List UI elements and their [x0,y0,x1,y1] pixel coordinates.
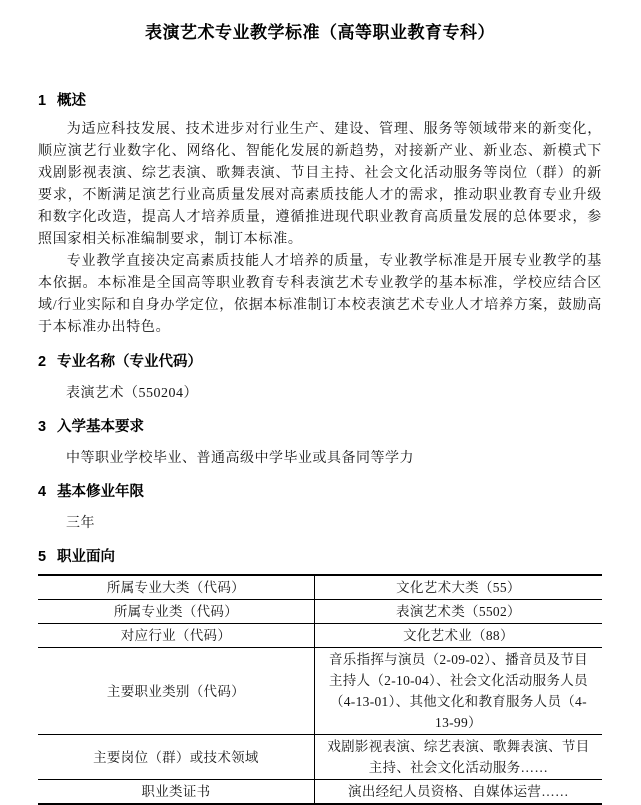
section-2-number: 2 [38,354,47,370]
paragraph: 专业教学直接决定高素质技能人才培养的质量，专业教学标准是开展专业教学的基本依据。本标准是全国高等职业教育专科表演艺术专业教学的基本标准，学校应结合区域/行业实际和自身办学定位，依据本标准制订本校表演艺术专业人才培养方案，鼓励高于本标准办出特色。 [38,254,602,335]
table-row [38,780,602,805]
section-2-content: 表演艺术（550204） [66,386,198,401]
table-row-value: 表演艺术类（5502） [314,600,602,624]
table-row-label: 所属专业类（代码） [38,600,314,624]
section-4-heading [38,483,602,501]
section-3-content: 中等职业学校毕业、普通高级中学毕业或具备同等学力 [66,451,414,466]
table-row-label: 对应行业（代码） [38,624,314,648]
table-row-value: 戏剧影视表演、综艺表演、歌舞表演、节目主持、社会文化活动服务…… [314,735,602,780]
table-row [38,624,602,648]
paragraph: 为适应科技发展、技术进步对行业生产、建设、管理、服务等领域带来的新变化，顺应演艺行业数字化、网络化、智能化发展的新趋势，对接新产业、新业态、新模式下戏剧影视表演、综艺表演、歌舞表演、节目主持、社会文化活动服务等岗位（群）的新要求，不断满足演艺行业高质量发展对高素质技能人才的需求，推动职业教育专业升级和数字化改造，提高人才培养质量，遵循推进现代职业教育高质量发展的总体要求，参照国家相关标准编制要求，制订本标准。 [38,122,602,247]
section-2-title: 专业名称（专业代码） [57,354,202,370]
section-1-number: 1 [38,93,47,109]
table-row-label: 主要职业类别（代码） [38,648,314,735]
section-4-title: 基本修业年限 [57,484,144,500]
section-4-content: 三年 [66,516,95,531]
table-row [38,648,602,735]
section-2-heading [38,353,602,371]
table-row-value: 文化艺术业（88） [314,624,602,648]
table-row-value: 演出经纪人员资格、自媒体运营…… [314,780,602,805]
table-row-label: 主要岗位（群）或技术领域 [38,735,314,780]
table-row-label: 所属专业大类（代码） [38,575,314,600]
section-3-heading [38,418,602,436]
table-row-label: 职业类证书 [38,780,314,805]
section-1-body [38,119,602,339]
section-5-number: 5 [38,549,47,565]
section-5-title: 职业面向 [57,549,115,565]
section-1-heading [38,92,602,110]
section-3-number: 3 [38,419,47,435]
career-orientation-table [38,574,602,805]
table-row-value: 文化艺术大类（55） [396,580,521,595]
table-row [38,735,602,780]
document-title: 表演艺术专业教学标准（高等职业教育专科） [145,23,495,42]
section-1-title: 概述 [57,93,86,109]
table-row [38,575,602,600]
section-5-heading [38,548,602,566]
table-row-value: 音乐指挥与演员（2-09-02）、播音员及节目主持人（2-10-04）、社会文化活动服务人员（4-13-01）、其他文化和教育服务人员（4-13-99） [314,648,602,735]
section-4-number: 4 [38,484,47,500]
section-3-title: 入学基本要求 [57,419,144,435]
table-row [38,600,602,624]
